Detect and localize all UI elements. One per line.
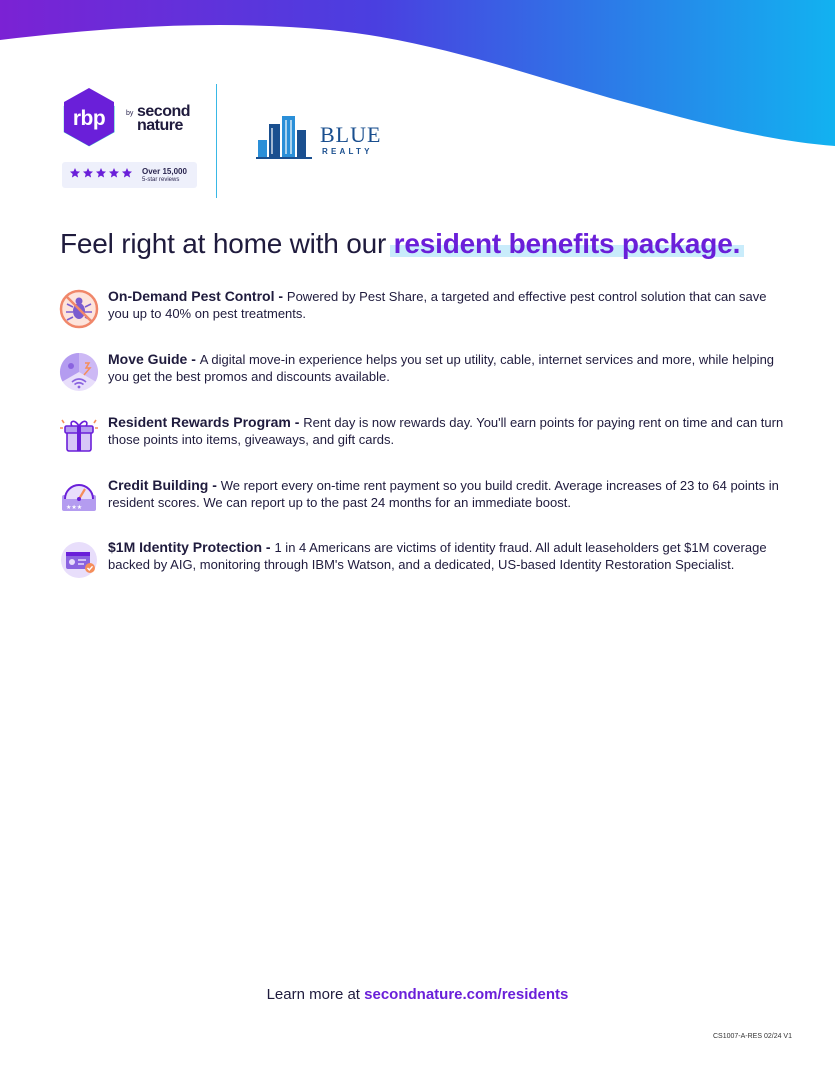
logo-divider [216,84,217,198]
residents-link[interactable]: secondnature.com/residents [364,986,569,1003]
rbp-wordmark: rbp [72,107,106,130]
benefit-title: Credit Building - [108,477,221,493]
pest-control-icon [58,288,100,330]
reviews-badge [62,162,197,188]
star-icon [82,167,94,179]
benefit-title: Move Guide - [108,351,200,367]
second-nature-wordmark: second nature [137,103,191,134]
benefit-description: We report every on-time rent payment so you build credit. Average increases of 23 to 64 points in resident scores. We can report up to the past 24 months for an immediate boost. [108,478,779,510]
headline-highlight: resident benefits package. [393,228,741,259]
star-icon [121,167,133,179]
star-icon [69,167,81,179]
page-headline: Feel right at home with our resident benefits package. [60,228,741,259]
benefit-description: A digital move-in experience helps you set up utility, cable, internet services and more, while helping you get the best promos and discounts available. [108,352,775,384]
benefit-title: $1M Identity Protection - [108,539,275,555]
move-guide-icon [58,351,100,393]
star-icon [95,167,107,179]
document-code: CS1007-A-RES 02/24 V1 [713,1033,792,1040]
star-icon [108,167,120,179]
svg-text:★★★: ★★★ [66,504,83,511]
by-label: by [126,110,134,117]
benefit-title: Resident Rewards Program - [108,414,304,430]
benefit-description: Rent day is now rewards day. You'll earn points for paying rent on time and can turn those points into items, giveaways, and gift cards. [108,415,784,447]
benefit-description: 1 in 4 Americans are victims of identity fraud. All adult leaseholders get $1M coverage backed by AIG, monitoring through IBM's Watson, and a dedicated, US-based Identity Restoration Specialist. [108,540,767,572]
rewards-gift-icon [58,414,100,456]
footer-cta: Learn more at secondnature.com/residents [266,986,569,1003]
benefit-title: On-Demand Pest Control - [108,288,287,304]
blue-realty-name: BLUE [320,122,382,147]
star-rating [69,167,133,179]
header-wave-graphic [0,0,835,150]
benefit-description: Powered by Pest Share, a targeted and effective pest control solution that can save you up to 40% on pest treatments. [108,289,767,321]
reviews-caption: 5-star reviews [142,177,180,183]
credit-gauge-icon [58,477,100,519]
identity-card-icon [58,539,100,581]
blue-realty-sub: REALTY [322,147,373,156]
reviews-count: Over 15,000 [142,167,187,176]
